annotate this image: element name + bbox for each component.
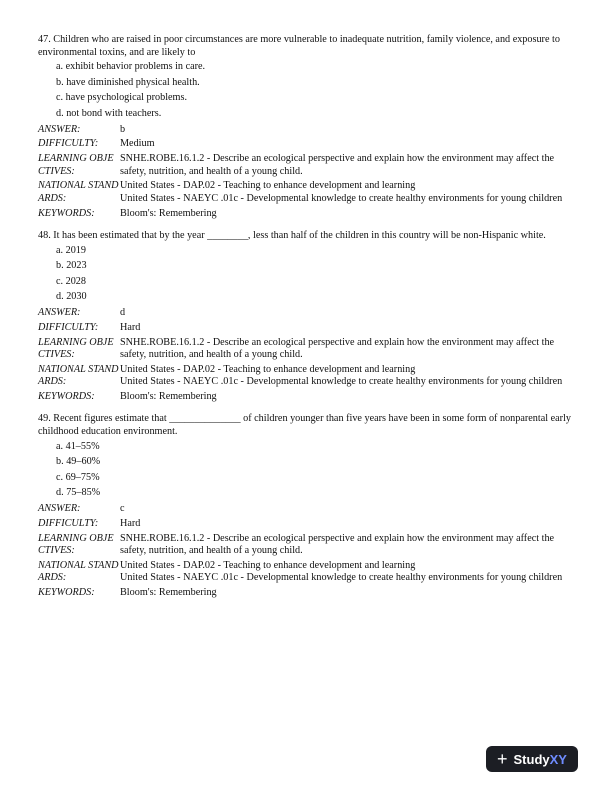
question-49 — [38, 413, 578, 599]
difficulty-value: Medium — [120, 138, 155, 150]
standard-item: United States - NAEYC .01c - Developmental knowledge to create healthy environments for young children — [120, 376, 563, 388]
keywords-label: KEYWORDS: — [38, 586, 95, 598]
choice-a: a. 41–55% — [56, 440, 100, 452]
answer-label: ANSWER: — [38, 502, 81, 514]
standard-item: United States - NAEYC .01c - Developmental knowledge to create healthy environments for young children — [120, 572, 563, 584]
standards-row — [38, 364, 578, 389]
standards-label: NATIONAL STANDARDS: — [38, 363, 119, 388]
objectives-value: SNHE.ROBE.16.1.2 - Describe an ecological perspective and explain how the environment may affect the safety, nutrition, and health of a young child. — [120, 532, 555, 556]
answer-value: b — [120, 123, 126, 135]
standard-item: United States - DAP.02 - Teaching to enhance development and learning — [120, 363, 416, 375]
choice-d: d. not bond with teachers. — [56, 107, 162, 119]
difficulty-label: DIFFICULTY: — [38, 138, 99, 150]
answer-row — [38, 307, 578, 319]
question-text: 47. Children who are raised in poor circumstances are more vulnerable to inadequate nutrition, family violence, and exposure to environmental toxins, and are likely to — [38, 34, 560, 58]
standards-label: NATIONAL STANDARDS: — [38, 559, 119, 584]
keywords-value: Bloom's: Remembering — [120, 586, 217, 598]
choice-b: b. have diminished physical health. — [56, 76, 200, 88]
keywords-value: Bloom's: Remembering — [120, 390, 217, 402]
standard-item: United States - DAP.02 - Teaching to enhance development and learning — [120, 180, 416, 192]
answer-value: c — [120, 502, 125, 514]
document-page — [38, 34, 578, 609]
answer-row — [38, 503, 578, 515]
standards-row — [38, 560, 578, 585]
choice-c: c. 2028 — [56, 275, 86, 287]
keywords-label: KEYWORDS: — [38, 207, 95, 219]
choice-a: a. 2019 — [56, 244, 86, 256]
plus-icon: + — [497, 749, 508, 769]
objectives-row — [38, 337, 578, 362]
objectives-label: LEARNING OBJECTIVES: — [38, 153, 114, 177]
choice-a: a. exhibit behavior problems in care. — [56, 61, 206, 73]
question-text: 48. It has been estimated that by the year ________, less than half of the children in this country will be non-Hispanic white. — [38, 229, 546, 241]
difficulty-label: DIFFICULTY: — [38, 517, 99, 529]
question-47 — [38, 34, 578, 220]
standards-row — [38, 180, 578, 205]
difficulty-label: DIFFICULTY: — [38, 321, 99, 333]
objectives-row — [38, 153, 578, 178]
keywords-row — [38, 208, 578, 220]
keywords-row — [38, 587, 578, 599]
standard-item: United States - DAP.02 - Teaching to enhance development and learning — [120, 559, 416, 571]
objectives-value: SNHE.ROBE.16.1.2 - Describe an ecological perspective and explain how the environment may affect the safety, nutrition, and health of a young child. — [120, 336, 555, 360]
logo-brand-accent: XY — [549, 751, 567, 767]
choice-c: c. 69–75% — [56, 471, 100, 483]
logo-brand-main: Study — [513, 751, 550, 767]
choice-d: d. 75–85% — [56, 487, 101, 499]
answer-label: ANSWER: — [38, 123, 81, 135]
keywords-row — [38, 391, 578, 403]
question-48 — [38, 230, 578, 403]
objectives-value: SNHE.ROBE.16.1.2 - Describe an ecological perspective and explain how the environment may affect the safety, nutrition, and health of a young child. — [120, 153, 555, 177]
choice-c: c. have psychological problems. — [56, 92, 187, 104]
standards-label: NATIONAL STANDARDS: — [38, 180, 119, 204]
answer-value: d — [120, 306, 126, 318]
objectives-label: LEARNING OBJECTIVES: — [38, 532, 114, 556]
objectives-label: LEARNING OBJECTIVES: — [38, 336, 114, 360]
standard-item: United States - NAEYC .01c - Developmental knowledge to create healthy environments for young children — [120, 192, 563, 204]
studyxy-logo[interactable] — [486, 746, 578, 772]
difficulty-row — [38, 138, 578, 150]
difficulty-value: Hard — [120, 321, 141, 333]
keywords-label: KEYWORDS: — [38, 390, 95, 402]
difficulty-value: Hard — [120, 517, 141, 529]
choice-b: b. 49–60% — [56, 456, 101, 468]
difficulty-row — [38, 322, 578, 334]
choice-d: d. 2030 — [56, 291, 87, 303]
choice-b: b. 2023 — [56, 260, 87, 272]
question-text: 49. Recent figures estimate that ______________ of children younger than five years have been in some form of nonparental early childhood education environment. — [38, 413, 571, 437]
answer-row — [38, 124, 578, 136]
difficulty-row — [38, 518, 578, 530]
keywords-value: Bloom's: Remembering — [120, 207, 217, 219]
answer-label: ANSWER: — [38, 306, 81, 318]
objectives-row — [38, 533, 578, 558]
